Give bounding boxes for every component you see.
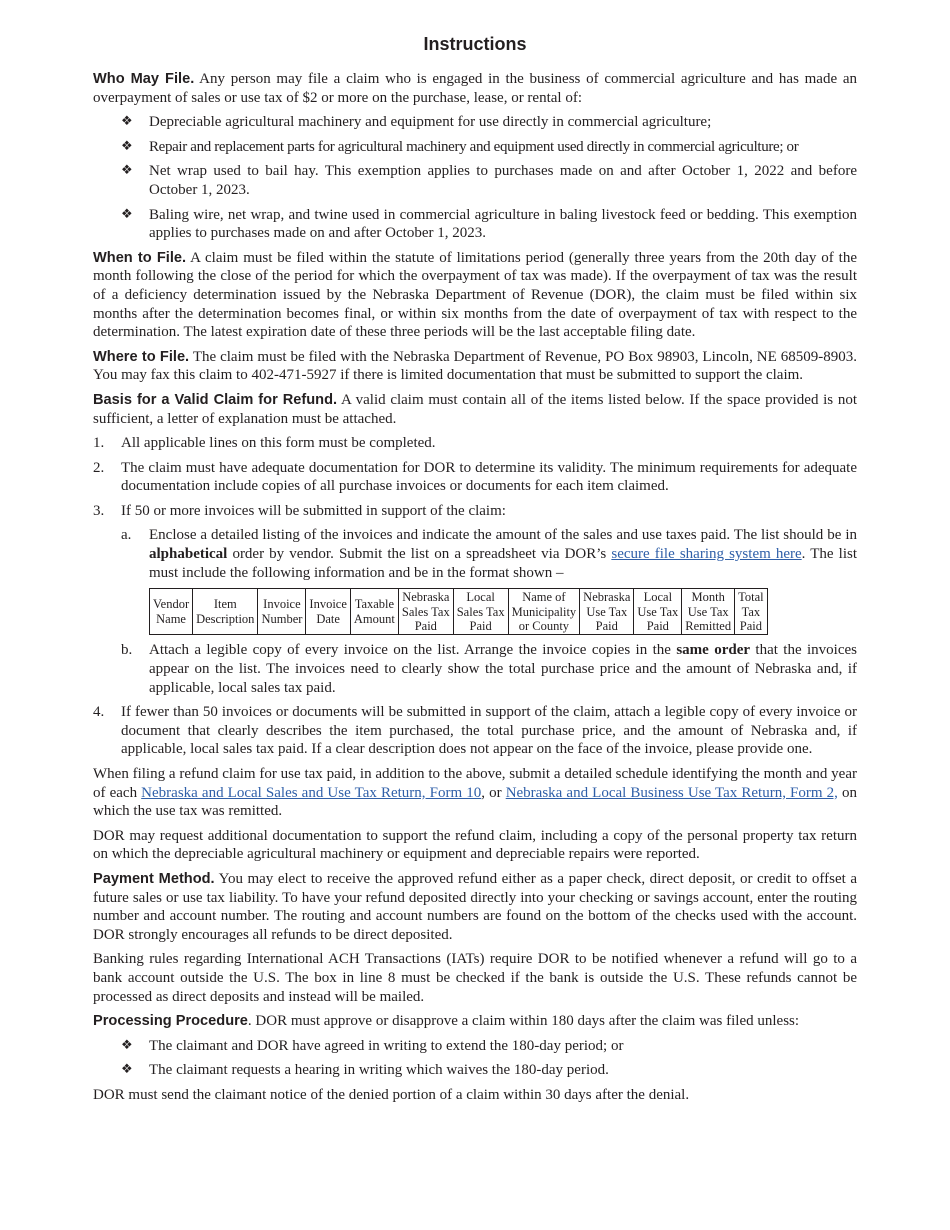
instructions-page xyxy=(93,32,857,1111)
list-item: ❖ Repair and replacement parts for agricultural machinery and equipment used directly in commercial agriculture; or xyxy=(121,138,799,155)
processing-procedure-paragraph: Processing Procedure. DOR must approve or disapprove a claim within 180 days after the claim was filed unless: xyxy=(93,1013,800,1030)
table-cell: Name of Municipality or County xyxy=(508,589,580,635)
list-item: ❖ Net wrap used to bail hay. This exemption applies to purchases made on and after October 1, 2022 and before October 1, 2023. xyxy=(121,163,857,198)
list-item: ❖ The claimant requests a hearing in writing which waives the 180-day period. xyxy=(121,1062,609,1079)
basis-paragraph: Basis for a Valid Claim for Refund. A valid claim must contain all of the items listed below. If the space provided is not sufficient, a letter of explanation must be attached. xyxy=(93,391,858,427)
who-may-file-paragraph xyxy=(93,70,857,107)
spreadsheet-format-table xyxy=(149,588,768,635)
payment-method-paragraph: Payment Method. You may elect to receive the approved refund either as a paper check, direct deposit, or credit to offset a future sales or use tax liability. To have your refund deposited directly into your checking or savings account, enter the routing number and account number. The routing and account numbers are found on the bottom of the checks used with the account. DOR strongly encourages all refunds to be direct deposited. xyxy=(93,871,858,943)
list-item: b. Attach a legible copy of every invoice on the list. Arrange the invoice copies in the same order that the invoices appear on the list. The invoices need to clearly show the total purchase price and the amount of Nebraska and, if applicable, local sales tax paid. xyxy=(121,642,857,696)
table-cell: Nebraska Use Tax Paid xyxy=(580,589,634,635)
when-to-file-paragraph: When to File. A claim must be filed within the statute of limitations period (generally three years from the 20th day of the month following the close of the period for which the overpayment of tax was made). If the overpayment of tax was the result of a deficiency determination issued by the Nebraska Department of Revenue (DOR), the claim must be filed within six months after the determination becomes final, or within six months from the date of overpayment of tax with respect to the determination. The latest expiration date of these three periods will be the last acceptable filing date. xyxy=(93,249,857,341)
processing-procedure-heading: Processing Procedure xyxy=(93,1013,248,1030)
diamond-bullet-icon: ❖ xyxy=(121,163,133,179)
table-cell: Nebraska Sales Tax Paid xyxy=(398,589,453,635)
who-may-file-text: Any person may file a claim who is engaged in the business of commercial agriculture and has made an overpayment of sales or use tax of $2 or more on the purchase, lease, or rental of: xyxy=(93,71,857,106)
table-cell: Item Description xyxy=(193,589,258,635)
when-to-file-heading: When to File. xyxy=(93,249,187,266)
diamond-bullet-icon: ❖ xyxy=(121,114,133,130)
processing-list xyxy=(93,1037,857,1080)
diamond-bullet-icon: ❖ xyxy=(121,206,133,222)
denial-notice-paragraph: DOR must send the claimant notice of the denied portion of a claim within 30 days after the denial. xyxy=(93,1086,690,1103)
table-row xyxy=(150,589,768,635)
table-cell: Vendor Name xyxy=(150,589,193,635)
table-cell: Invoice Date xyxy=(306,589,350,635)
where-to-file-heading: Where to File. xyxy=(93,348,190,365)
diamond-bullet-icon: ❖ xyxy=(121,1037,133,1053)
table-cell: Invoice Number xyxy=(258,589,306,635)
who-may-file-list xyxy=(93,113,857,243)
list-item: ❖ Baling wire, net wrap, and twine used in commercial agriculture in baling livestock feed or bedding. This exemption applies to purchases made on and after October 1, 2023. xyxy=(121,206,857,242)
table-cell: Total Tax Paid xyxy=(735,589,768,635)
diamond-bullet-icon: ❖ xyxy=(121,1062,133,1078)
basis-heading: Basis for a Valid Claim for Refund. xyxy=(93,391,338,408)
table-cell: Month Use Tax Remitted xyxy=(682,589,735,635)
table-cell: Local Sales Tax Paid xyxy=(453,589,508,635)
dor-request-paragraph: DOR may request additional documentation to support the refund claim, including a copy of the personal property tax return on which the depreciable agricultural machinery or equipment and depreciable repairs were reported. xyxy=(93,827,857,863)
list-item: 1. All applicable lines on this form must be completed. xyxy=(93,435,436,452)
list-item: a. Enclose a detailed listing of the invoices and indicate the amount of the sales and use taxes paid. The list should be in alphabetical order by vendor. Submit the list on a spreadsheet via DOR’s secure file sharing system here. The list must include the following information and be in the format shown – Vendor Name Item Description Invoice Number Invoice Date Taxable Amount Nebraska Sales Tax Paid Local Sales Tax Paid Name of Municipality or County Nebraska Use Tax Paid Local Use Tax Paid Month Use Tax Remitted Total Tax Paid xyxy=(121,526,857,635)
basis-list xyxy=(93,434,857,759)
form-2-link[interactable]: Nebraska and Local Business Use Tax Return, Form 2, xyxy=(505,784,838,801)
list-item: ❖ Depreciable agricultural machinery and equipment for use directly in commercial agriculture; xyxy=(121,114,712,131)
page-title: Instructions xyxy=(423,34,527,54)
sub-list xyxy=(121,526,857,697)
table-cell: Taxable Amount xyxy=(350,589,398,635)
table-cell: Local Use Tax Paid xyxy=(634,589,682,635)
where-to-file-paragraph: Where to File. The claim must be filed with the Nebraska Department of Revenue, PO Box 98903, Lincoln, NE 68509-8903. You may fax this claim to 402-471-5927 if there is limited documentation that must be submitted to support the claim. xyxy=(93,348,857,384)
banking-rules-paragraph: Banking rules regarding International ACH Transactions (IATs) require DOR to be notified whenever a refund will go to a bank account outside the U.S. The box in line 8 must be checked if the bank is outside the U.S. These refunds cannot be processed as direct deposits and instead will be mailed. xyxy=(93,951,857,1005)
list-item: 3. If 50 or more invoices will be submitted in support of the claim: a. Enclose a detailed listing of the invoices and indicate the amount of the sales and use taxes paid. The list should be in alphabetical order by vendor. Submit the list on a spreadsheet via DOR’s secure file sharing system here. The list must include the following information and be in the format shown – Vendor Name Item Description Invoice Number Invoice Date Taxable Amount Nebraska Sales Tax Paid Local Sales Tax Paid Name of Municipality or County Nebraska Use Tax Paid Local Use Tax Paid Month Use Tax Remitted Total Tax Paid b. Attach a legible copy of every invoice on the list. Arrange the invoice copies in the same order that the invoices appear on the list. The invoices need to clearly show the total purchase price and the amount of Nebraska and, if applicable, local sales tax paid. xyxy=(93,502,858,696)
list-item: 2. The claim must have adequate documentation for DOR to determine its validity. The minimum requirements for adequate documentation include copies of all purchase invoices or documents for each item claimed. xyxy=(93,459,857,495)
form-10-link[interactable]: Nebraska and Local Sales and Use Tax Return, Form 10 xyxy=(141,784,482,801)
diamond-bullet-icon: ❖ xyxy=(121,138,133,154)
use-tax-paragraph: When filing a refund claim for use tax paid, in addition to the above, submit a detailed schedule identifying the month and year of each Nebraska and Local Sales and Use Tax Return, Form 10, or Nebraska and Local Business Use Tax Return, Form 2, on which the use tax was remitted. xyxy=(93,766,858,820)
secure-file-sharing-link[interactable]: secure file sharing system here xyxy=(611,546,802,563)
who-may-file-heading: Who May File. xyxy=(93,71,195,87)
payment-method-heading: Payment Method. xyxy=(93,871,215,887)
list-item: ❖ The claimant and DOR have agreed in writing to extend the 180-day period; or xyxy=(121,1037,624,1054)
list-item: 4. If fewer than 50 invoices or documents will be submitted in support of the claim, attach a legible copy of every invoice or document that clearly describes the item purchased, the total purchase price, and the amount of Nebraska and, if applicable, local sales tax paid. If a clear description does not appear on the face of the invoice, please provide one. xyxy=(93,704,857,758)
